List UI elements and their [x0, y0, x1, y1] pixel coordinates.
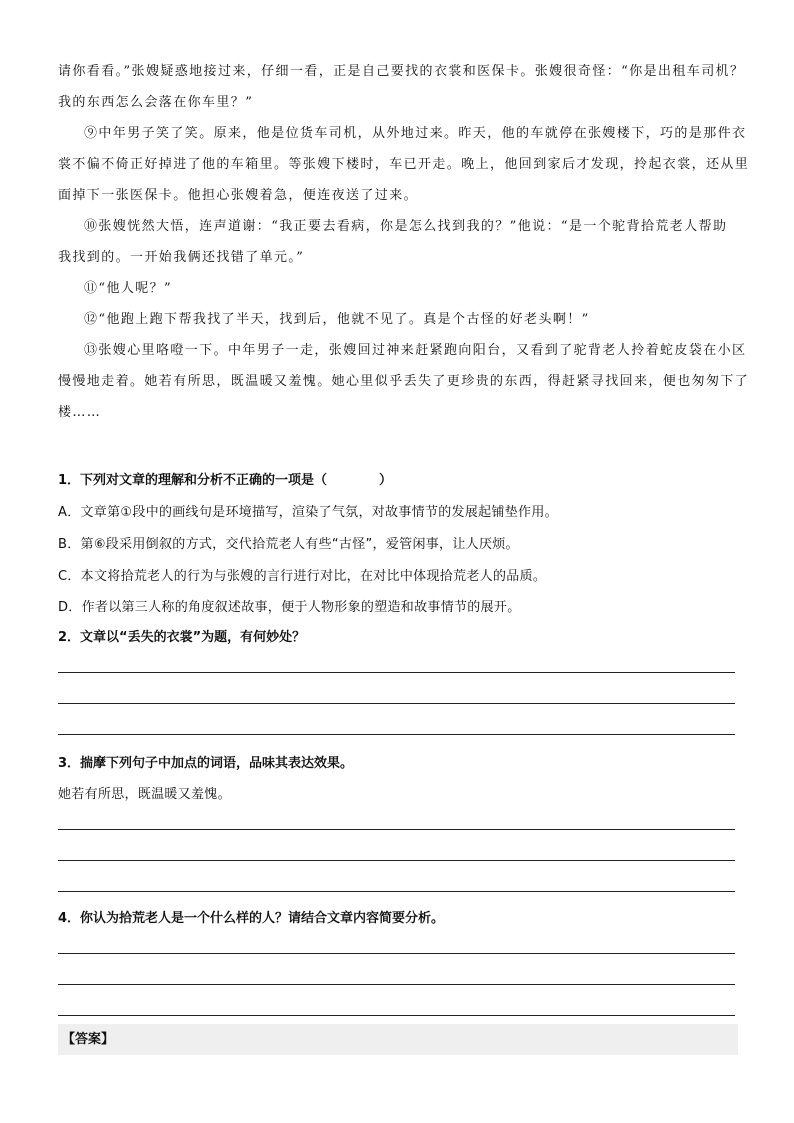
- question-1-option-b: B．第⑥段采用倒叙的方式，交代拾荒老人有些“古怪”，爱管闲事，让人厌烦。: [58, 537, 519, 552]
- story-line: ⑬张嫂心里咯噔一下。中年男子一走，张嫂回过神来赶紧跑向阳台，又看到了驼背老人拎着蛇皮袋在小区: [84, 343, 747, 358]
- question-2: 2．文章以“丢失的衣裳”为题，有何妙处？: [58, 630, 306, 645]
- question-3-sentence: 她若有所思，既温暖又羞愧。: [58, 787, 231, 802]
- story-line: 我找到的。一开始我俩还找错了单元。”: [58, 250, 305, 265]
- answer-line: [58, 829, 735, 830]
- question-3: 3．揣摩下列句子中加点的词语，品味其表达效果。: [58, 756, 354, 771]
- answer-line: [58, 734, 735, 735]
- answer-line: [58, 860, 735, 861]
- answer-heading: 【答案】: [58, 1024, 738, 1055]
- story-line: ⑫“他跑上跑下帮我找了半天，找到后，他就不见了。真是个古怪的好老头啊！”: [84, 312, 590, 327]
- story-line: 慢慢地走着。她若有所思，既温暖又羞愧。她心里似乎丢失了更珍贵的东西，得赶紧寻找回来，便也匆匆下了: [58, 374, 750, 389]
- story-line: ⑨中年男子笑了笑。原来，他是位货车司机，从外地过来。昨天，他的车就停在张嫂楼下，巧的是那件衣: [84, 126, 747, 141]
- question-4: 4．你认为拾荒老人是一个什么样的人？请结合文章内容简要分析。: [58, 911, 445, 926]
- answer-line: [58, 1015, 735, 1016]
- story-line: 楼……: [58, 405, 102, 420]
- story-line: 请你看看。”张嫂疑惑地接过来，仔细一看，正是自己要找的衣裳和医保卡。张嫂很奇怪：“你是出租车司机？: [58, 64, 745, 79]
- question-1-option-a: A．文章第①段中的画线句是环境描写，渲染了气氛，对故事情节的发展起铺垫作用。: [58, 505, 558, 520]
- question-1-option-c: C．本文将拾荒老人的行为与张嫂的言行进行对比，在对比中体现拾荒老人的品质。: [58, 569, 547, 584]
- question-1: 1．下列对文章的理解和分析不正确的一项是（ ）: [58, 473, 393, 488]
- story-line: 面掉下一张医保卡。他担心张嫂着急，便连夜送了过来。: [58, 188, 419, 203]
- story-line: 我的东西怎么会落在你车里？”: [58, 95, 254, 110]
- story-text: [58, 56, 750, 428]
- story-line: ⑪“他人呢？”: [84, 281, 173, 296]
- story-line: ⑩张嫂恍然大悟，连声道谢：“我正要去看病，你是怎么找到我的？”他说：“是一个驼背拾荒老人帮助: [84, 219, 728, 234]
- story-line: 裳不偏不倚正好掉进了他的车箱里。等张嫂下楼时，车已开走。晚上，他回到家后才发现，拎起衣裳，还从里: [58, 157, 750, 172]
- answer-line: [58, 703, 735, 704]
- answer-line: [58, 953, 735, 954]
- answer-line: [58, 984, 735, 985]
- answer-line: [58, 672, 735, 673]
- question-1-option-d: D．作者以第三人称的角度叙述故事，便于人物形象的塑造和故事情节的展开。: [58, 600, 521, 615]
- answer-line: [58, 891, 735, 892]
